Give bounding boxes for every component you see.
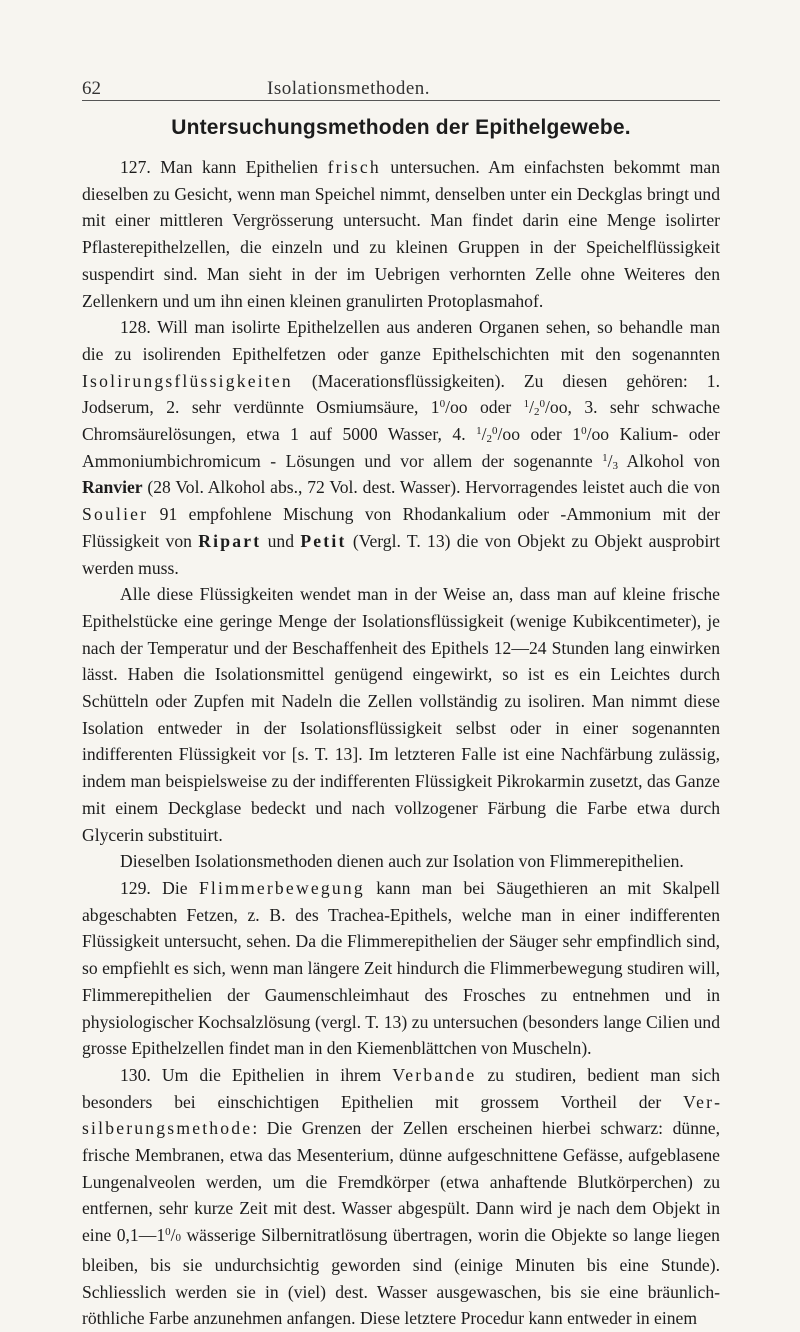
paragraph-number: 130. [120, 1064, 151, 1085]
paragraph-number: 129. [120, 877, 151, 898]
running-title: Isolationsmethoden. [267, 78, 431, 99]
section-heading: Untersuchungsmethoden der Epithelgewebe. [171, 116, 631, 139]
paragraph-128: 128. Will man isolirte Epithelzellen aus anderen Organen sehen, so behandle man die zu isolirenden Epithelfetzen oder ganze Epithelschichten mit den sogenannten Isolirungsflüssigkeiten (Macerationsflüssigkeiten). Zu diesen gehören: 1. Jodserum, 2. sehr verdünnte Osmiumsäure, $1^0/oo$ oder $^1/_2^0/oo$, 3. sehr schwache Chromsäurelösungen, etwa 1 auf 5000 Wasser, 4. $^1/_2^0/oo$ oder $1^0/oo$ Kalium- oder Ammoniumbichromicum - Lösungen und vor allem der sogenannte $^1/_3$ Alkohol von Ranvier (28 Vol. Alkohol abs., 72 Vol. dest. Wasser). Hervorragendes leistet auch die von Soulier 91 empfohlene Mischung von Rhodankalium oder -Ammonium mit der Flüssigkeit von Ripart und Petit (Vergl. T. 13) die von Objekt zu Objekt ausprobirt werden muss. [82, 317, 721, 578]
author-name: Ripart [198, 530, 262, 551]
emphasis: Flimmerbewegung [198, 877, 365, 898]
author-name: Ranvier [82, 477, 143, 498]
page-number: 62 [82, 78, 101, 99]
emphasis: Versilberungsmethode [82, 1091, 720, 1139]
paragraph-128-note: Dieselben Isolationsmethoden dienen auch zur Isolation von Flimmerepithelien. [120, 851, 684, 872]
paragraph-127: 127. Man kann Epithelien frisch untersuchen. Am einfachsten bekommt man dieselben zu Gesicht, wenn man Speichel nimmt, denselben unter ein Deckglas bringt und mit einer mittleren Vergrösserung untersucht. Man findet darin eine Menge isolirter Pflasterepithelzellen, die einzeln und zu kleinen Gruppen in der Speichelflüssigkeit suspendirt sind. Man sieht in der im Uebrigen verhornten Zelle ohne Weiteres den Zellenkern und um ihn einen kleinen granulirten Protoplasmahof. [82, 157, 721, 311]
paragraph-number: 128. [120, 317, 151, 338]
emphasis: frisch [327, 157, 381, 177]
paragraph-130: 130. Um die Epithelien in ihrem Verbande zu studiren, bedient man sich besonders bei einschichtigen Epithelien mit grossem Vortheil der Versilberungsmethode: Die Grenzen der Zellen erscheinen hierbei schwarz: dünne, frische Membranen, etwa das Mesenterium, dünne aufgeschnittene Gefässe, aufgeblasene Lungenalveolen werden, um die Fremdkörper (etwa anhaftende Blutkörperchen) zu entfernen, sehr kurze Zeit mit dest. Wasser abgespült. Dann wird je nach dem Objekt in eine $0,1—1^0/0$ wässerige Silbernitratlösung übertragen, worin die Objekte so lange liegen bleiben, bis sie undurchsichtig geworden sind (einige Minuten bis eine Stunde). Schliesslich werden sie in (viel) dest. Wasser ausgewaschen, bis sie eine bräunlich-röthliche Farbe anzunehmen anfangen. Diese letztere Procedur kann entweder in einem [82, 1064, 720, 1329]
running-header [82, 72, 720, 101]
paragraph-128-continued: Alle diese Flüssigkeiten wendet man in der Weise an, dass man auf kleine frische Epithelstücke eine geringe Menge der Isolationsflüssigkeit (wenige Kubikcentimeter), je nach der Temperatur und der Beschaffenheit des Epithels 12—24 Stunden lang einwirken lässt. Haben die Isolationsmittel genügend eingewirkt, so ist es ein Leichtes durch Schütteln oder Zupfen mit Nadeln die Zellen vollständig zu isoliren. Man nimmt diese Isolation entweder in der Isolationsflüssigkeit selbst oder in einer sogenannten indifferenten Flüssigkeit vor [s. T. 13]. Im letzteren Falle ist eine Nachfärbung zulässig, indem man beispielsweise zu der indifferenten Flüssigkeit Pikrokarmin zusetzt, das Ganze mit einem Deckglase bedeckt und nach vollzogener Färbung die Farbe etwa durch Glycerin substituirt. [82, 584, 720, 845]
emphasis: Isolirungsflüssigkeiten [82, 370, 293, 391]
emphasis: Verbande [392, 1064, 477, 1085]
author-name: Soulier [82, 504, 149, 525]
author-name: Petit [300, 530, 347, 551]
paragraph-number: 127. [120, 157, 151, 177]
paragraph-129: 129. Die Flimmerbewegung kann man bei Säugethieren an mit Skalpell abgeschabten Fetzen, z. B. des Trachea-Epithels, welche man in einer indifferenten Flüssigkeit untersucht, sehen. Da die Flimmerepithelien der Säuger sehr empfindlich sind, so empfiehlt es sich, wenn man längere Zeit hindurch die Flimmerbewegung studiren will, Flimmerepithelien der Gaumenschleimhaut des Frosches zu entnehmen und in physiologischer Kochsalzlösung (vergl. T. 13) zu untersuchen (besonders lange Cilien und grosse Epithelzellen findet man in den Kiemenblättchen von Muscheln). [82, 877, 720, 1059]
body-text [82, 154, 720, 1332]
